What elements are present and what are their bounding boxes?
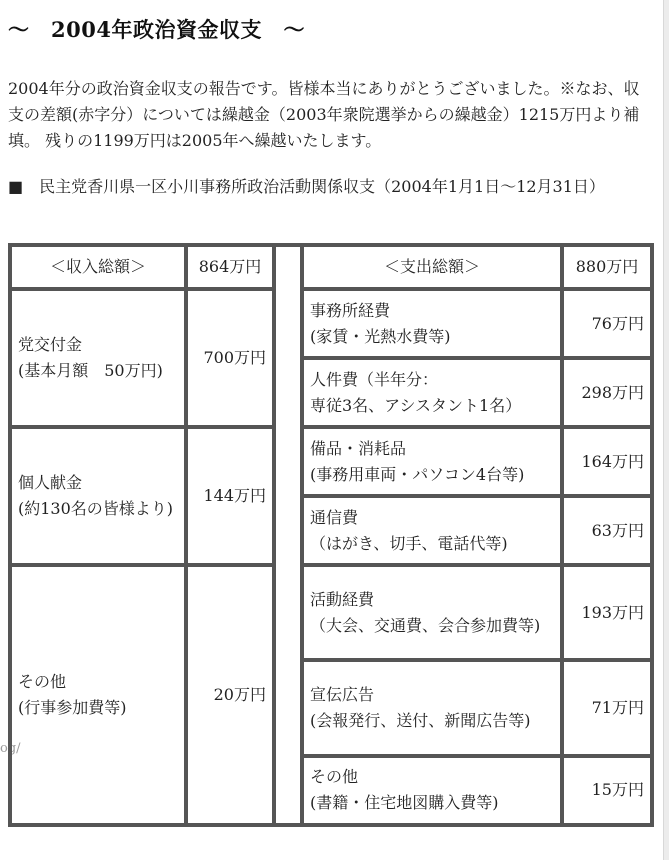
table-row — [10, 427, 652, 496]
intro-paragraph: 2004年分の政治資金収支の報告です。皆様本当にありがとうございました。※なお、収支の差額(赤字分）については繰越金（2003年衆院選挙からの繰越金）1215万円より補填。 残りの1199万円は2005年へ繰越いたします。 — [8, 79, 640, 150]
table-header-row — [10, 245, 652, 289]
expense-item-detail: （はがき、切手、電話代等) — [310, 533, 508, 553]
income-item — [10, 289, 186, 427]
page-title: ～ 2004年政治資金収支 ～ — [8, 17, 305, 42]
expense-item-detail: 専従3名、アシスタント1名） — [310, 395, 522, 415]
income-item-amount: 20万円 — [186, 565, 274, 825]
column-divider — [274, 245, 302, 825]
expense-item-amount: 15万円 — [562, 756, 652, 825]
expense-item — [302, 289, 562, 358]
income-item-amount: 144万円 — [186, 427, 274, 565]
expense-item-detail: （大会、交通費、会合参加費等) — [310, 615, 541, 635]
income-item-detail: (基本月額 50万円) — [18, 361, 163, 380]
expense-item — [302, 496, 562, 565]
expense-item-detail: (会報発行、送付、新聞広告等) — [310, 711, 531, 731]
expense-item — [302, 427, 562, 496]
expense-item-title: その他 — [310, 767, 359, 787]
truncated-url-fragment: og/ — [0, 741, 21, 756]
income-item — [10, 427, 186, 565]
expense-item-title: 活動経費 — [310, 589, 375, 609]
expense-total: 880万円 — [562, 245, 652, 289]
expense-item-amount: 63万円 — [562, 496, 652, 565]
table-row — [10, 289, 652, 358]
expense-item-detail: (書籍・住宅地図購入費等) — [310, 793, 499, 813]
income-item-title: その他 — [18, 672, 67, 691]
income-item-detail: (行事参加費等) — [18, 698, 127, 717]
expense-item-title: 備品・消耗品 — [310, 438, 407, 458]
expense-item-title: 通信費 — [310, 507, 359, 527]
income-item-title: 党交付金 — [18, 335, 83, 354]
income-total: 864万円 — [186, 245, 274, 289]
finance-table — [8, 243, 654, 827]
expense-item-amount: 298万円 — [562, 358, 652, 427]
expense-item-detail: (家賃・光熱水費等) — [310, 326, 451, 346]
expense-item-amount: 193万円 — [562, 565, 652, 660]
expense-item-title: 事務所経費 — [310, 300, 391, 320]
expense-item-detail: (事務用車両・パソコン4台等) — [310, 464, 525, 484]
expense-item — [302, 358, 562, 427]
expense-item — [302, 756, 562, 825]
expense-item-title: 人件費（半年分： — [310, 369, 439, 389]
expense-item-amount: 76万円 — [562, 289, 652, 358]
expense-item-amount: 164万円 — [562, 427, 652, 496]
income-header: ＜収入総額＞ — [10, 245, 186, 289]
expense-header: ＜支出総額＞ — [302, 245, 562, 289]
expense-item-amount: 71万円 — [562, 660, 652, 755]
income-item-amount: 700万円 — [186, 289, 274, 427]
income-item — [10, 565, 186, 825]
table-row — [10, 565, 652, 660]
section-heading: ■ 民主党香川県一区小川事務所政治活動関係収支（2004年1月1日～12月31日） — [8, 177, 605, 196]
expense-item-title: 宣伝広告 — [310, 685, 375, 705]
income-item-detail: (約130名の皆様より) — [18, 499, 174, 518]
expense-item — [302, 660, 562, 755]
page-scrollbar[interactable] — [663, 0, 669, 860]
income-item-title: 個人献金 — [18, 473, 83, 492]
expense-item — [302, 565, 562, 660]
